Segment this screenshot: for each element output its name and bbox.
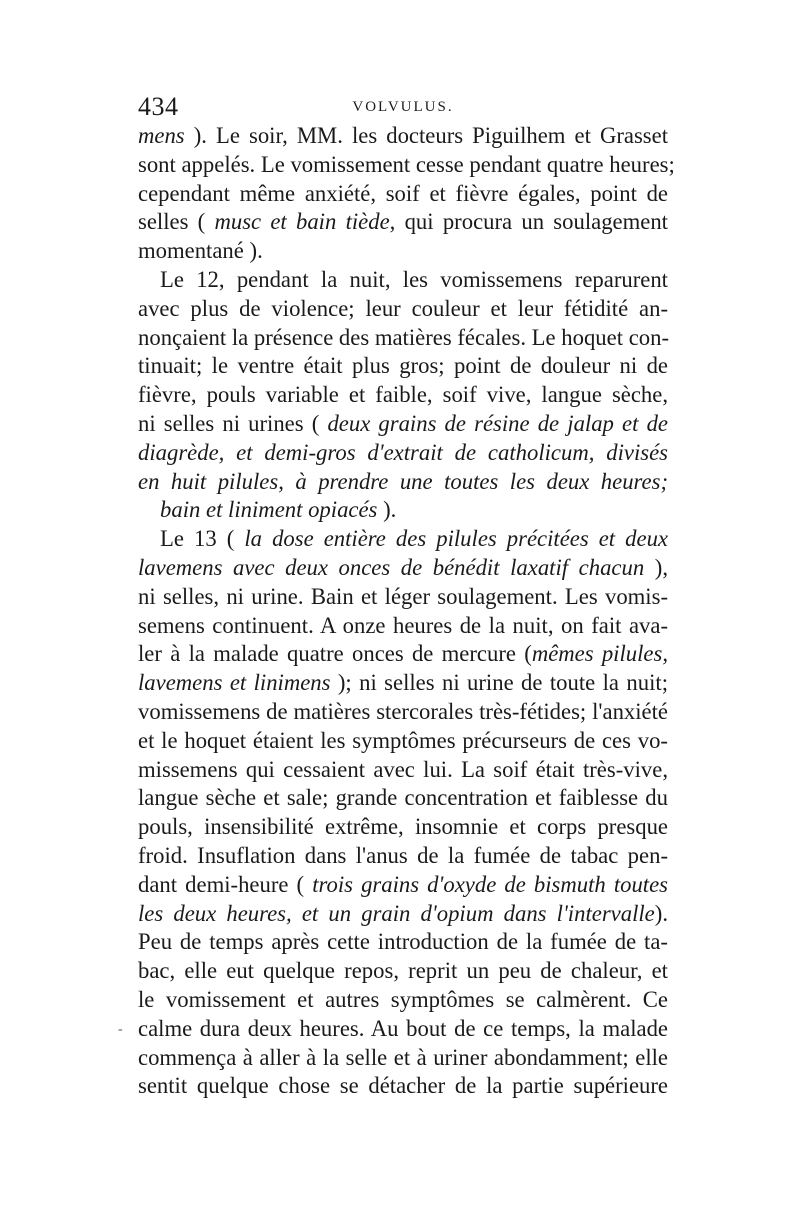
text-span: froid. Insuflation dans l'anus de la fumée de tabac pen- [138, 842, 668, 868]
italic-text: la dose entière des pilules précitées et deux [244, 526, 668, 552]
text-line [138, 612, 668, 641]
text-span: Le 13 ( [160, 526, 245, 552]
body-text [138, 122, 675, 1101]
text-span: pouls, insensibilité extrême, insomnie et corps presque [138, 814, 668, 840]
text-line [138, 266, 668, 295]
text-span: ler à la malade quatre onces de mercure ( [138, 641, 532, 667]
italic-text: trois grains d'oxyde de bismuth toutes [312, 871, 669, 897]
text-line [138, 180, 668, 209]
text-line [138, 813, 668, 842]
text-line [138, 554, 668, 583]
text-span: ), [644, 554, 668, 580]
text-line [138, 727, 668, 756]
text-line [138, 122, 668, 151]
text-span: tinuait; le ventre était plus gros; point de douleur ni de [138, 353, 668, 379]
italic-text: les deux heures, et un grain d'opium dans l'intervalle [138, 900, 655, 926]
text-span: cependant même anxiété, soif et fièvre égales, point de [138, 180, 668, 206]
text-span: bac, elle eut quelque repos, reprit un peu de chaleur, et [138, 958, 668, 984]
text-line [138, 957, 668, 986]
text-span: sentit quelque chose se détacher de la partie supérieure [138, 1073, 668, 1099]
text-line [138, 669, 668, 698]
text-line [138, 1044, 668, 1073]
italic-text: lavemens et linimens [138, 670, 331, 696]
text-span: fièvre, pouls variable et faible, soif vive, langue sèche, [138, 382, 668, 408]
italic-text: musc et bain tiède, [214, 209, 396, 235]
text-line [138, 900, 668, 929]
text-span: ni selles, ni urine. Bain et léger soulagement. Les vomis- [138, 583, 668, 609]
text-span: ). [377, 497, 397, 523]
text-line [138, 295, 668, 324]
text-span: ). Le soir, MM. les docteurs Piguilhem et Grasset [184, 123, 668, 148]
text-span: le vomissement et autres symptômes se calmèrent. Ce [138, 986, 668, 1012]
text-span: sont appelés. Le vomissement cesse pendant quatre heures; [138, 151, 675, 177]
margin-dash: - [118, 1022, 123, 1037]
text-line [138, 986, 668, 1015]
text-line [138, 208, 668, 237]
italic-text: mens [138, 123, 185, 148]
running-title: VOLVULUS. [352, 99, 454, 115]
text-span: ); ni selles ni urine de toute la nuit; [330, 670, 668, 696]
italic-text: bain et liniment opiacés [160, 497, 378, 523]
text-line [138, 698, 668, 727]
text-span: selles ( [138, 209, 215, 235]
text-span: ). [654, 900, 668, 926]
text-span: momentané ). [138, 238, 263, 264]
text-span: semens continuent. A onze heures de la nuit, on fait ava- [138, 612, 668, 638]
page-number: 434 [138, 92, 179, 121]
text-line [138, 410, 668, 439]
text-line [138, 381, 668, 410]
text-span: missemens qui cessaient avec lui. La soif était très-vive, [138, 756, 668, 782]
text-span: et le hoquet étaient les symptômes précurseurs de ces vo- [138, 727, 668, 753]
text-span: ni selles ni urines ( [138, 410, 328, 436]
italic-text: lavemens avec deux onces de bénédit laxatif chacun [138, 554, 645, 580]
italic-text: mêmes pilules, [531, 641, 669, 667]
text-span: commença à aller à la selle et à uriner abondamment; elle [138, 1044, 668, 1070]
text-line [138, 842, 668, 871]
text-line [138, 1072, 668, 1101]
text-line [138, 756, 668, 785]
text-line [138, 324, 668, 353]
text-line [138, 928, 668, 957]
text-line [138, 151, 675, 180]
text-span: nonçaient la présence des matières fécales. Le hoquet con- [138, 324, 670, 350]
text-span: Le 12, pendant la nuit, les vomissemens reparurent [160, 266, 668, 292]
italic-text: deux grains de résine de jalap et de [327, 410, 668, 436]
text-line [138, 468, 668, 497]
text-line [138, 784, 668, 813]
text-span: Peu de temps après cette introduction de la fumée de ta- [138, 929, 668, 955]
text-span: calme dura deux heures. Au bout de ce temps, la malade [138, 1015, 668, 1041]
text-span: qui procura un soulagement [395, 209, 668, 235]
text-line [138, 583, 668, 612]
text-line [138, 439, 668, 468]
page-header [138, 92, 668, 126]
text-line [138, 1015, 668, 1044]
italic-text: en huit pilules, à prendre une toutes les deux heures; [138, 468, 668, 494]
text-span: langue sèche et sale; grande concentration et faiblesse du [138, 785, 668, 811]
text-line [138, 352, 668, 381]
text-line [138, 640, 668, 669]
text-line [138, 237, 668, 266]
text-span: dant demi-heure ( [138, 871, 313, 897]
text-line [138, 525, 668, 554]
italic-text: diagrède, et demi-gros d'extrait de catholicum, divisés [138, 439, 668, 465]
text-line [138, 871, 668, 900]
text-span: vomissemens de matières stercorales très-fétides; l'anxiété [138, 698, 668, 724]
text-span: avec plus de violence; leur couleur et leur fétidité an- [138, 295, 668, 321]
text-line [138, 496, 668, 525]
